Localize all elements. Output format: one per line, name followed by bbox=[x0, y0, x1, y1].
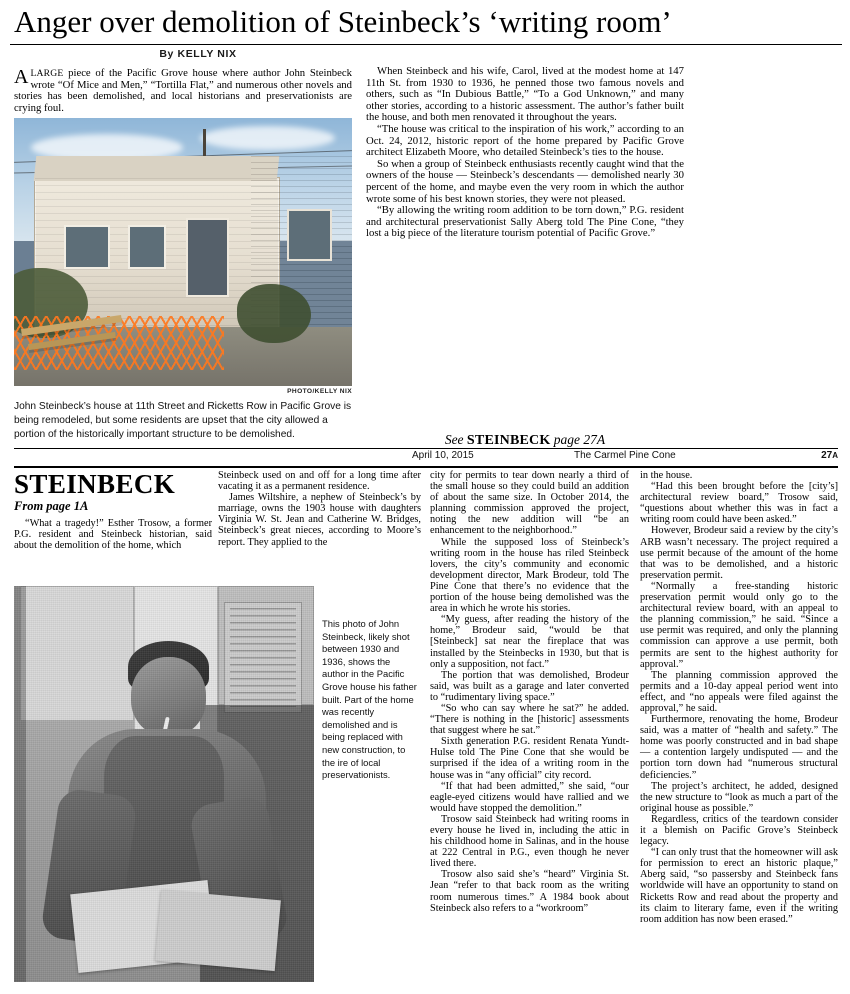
jump-c4-p4: “Normally a free-standing historic preservation permit would only go to the architectural review board, with an appeal to the planning commission,” he said. “Since a use permit was required, and only the planning commission can approve a use permit, both permits are sent to the highest authority for approval.” bbox=[640, 580, 838, 670]
jump-c3-p4: The portion that was demolished, Brodeur said, was built as a garage and later converted to “rudimentary living space.” bbox=[430, 669, 629, 703]
jump-c3-p5: “So who can say where he sat?” he added. “There is nothing in the [historic] assessments that suggest where he sat.” bbox=[430, 702, 629, 737]
photo-window bbox=[128, 225, 166, 269]
article-photo-house bbox=[14, 118, 352, 386]
lead-column-2 bbox=[366, 66, 684, 240]
lead-column-1 bbox=[14, 68, 352, 114]
byline: By KELLY NIX bbox=[159, 48, 237, 60]
lead-paragraph-4: So when a group of Steinbeck enthusiasts recently caught wind that the owners of the house — Steinbeck’s descendants — demolished nearly 30 percent of the home, and maybe even the very room in which the author wrote some of his best known stories, they were not pleased. bbox=[366, 157, 684, 205]
drop-cap: A bbox=[14, 66, 29, 88]
photo-caption-steinbeck-portrait: This photo of John Steinbeck, likely shot between 1930 and 1936, shows the author in the Pacific Grove house his father built. Part of the home was recently demolished and is being replaced with new construction, to the ire of local preservationists. bbox=[322, 618, 417, 781]
jump-line[interactable] bbox=[366, 432, 684, 449]
folio-page-number: 27A bbox=[821, 450, 838, 461]
jump-c4-p1: in the house. bbox=[640, 470, 693, 481]
folio bbox=[366, 450, 838, 464]
jump-line-see: See bbox=[444, 432, 467, 447]
jump-c1-p1: “What a tragedy!” Esther Trosow, a former P.G. resident and Steinbeck historian, said about the demolition of the home, which bbox=[14, 518, 212, 552]
page-title: Anger over demolition of Steinbeck’s ‘writing room’ bbox=[14, 4, 672, 39]
lead-paragraph-1-text: piece of the Pacific Grove house where author John Steinbeck wrote “Of Mice and Men,” “Tortilla Flat,” and numerous other novels and stories has been demolished, and local historians and preservationists are crying foul. bbox=[14, 67, 352, 114]
lead-paragraph-3: “The house was critical to the inspiration of his work,” according to an Oct. 24, 2012, historic report of the home prepared by Pacific Grove architect Elizabeth Moore, who detailed Steinbeck’s ties to the house. bbox=[366, 122, 684, 159]
jump-c4-p6: Furthermore, renovating the home, Brodeur said, was a matter of “health and safety.” The home was poorly constructed and in bad shape — a contention largely undisputed — and the portion torn down had “numerous structural deficiencies.” bbox=[640, 714, 838, 781]
jump-subhead: From page 1A bbox=[14, 499, 89, 513]
lead-paragraph-1 bbox=[14, 68, 352, 114]
jump-column-4 bbox=[640, 470, 838, 925]
jump-column-1 bbox=[14, 518, 212, 551]
folio-rule-top bbox=[14, 448, 838, 449]
jump-c4-p3: However, Brodeur said a review by the city’s ARB wasn’t necessary. The project required a use permit because of the amount of the home that was to be demolished, and a historic preservation permit. bbox=[640, 525, 838, 581]
jump-line-label: STEINBECK bbox=[466, 433, 551, 448]
jump-c3-p3: “My guess, after reading the history of the home,” Brodeur said, “would be that [Steinbeck] sat near the fireplace that was installed by the Steinbecks in 1930, but that is only a supposition, not fact.” bbox=[430, 614, 629, 670]
lead-paragraph-2: When Steinbeck and his wife, Carol, lived at the modest home at 147 11th St. from 1930 to 1936, he penned those two famous novels and others, such as “In Dubious Battle,” “To a God Unknown,” and many other stories, according to a historic assessment. The author’s father built the house, and both men renovated it throughout the years. bbox=[366, 65, 684, 124]
article-photo-steinbeck-portrait bbox=[14, 586, 314, 982]
jump-c4-p2: “Had this been brought before the [city’s] architectural review board,” Trosow said, “questions about whether this was in fact a writing room could have been asked.” bbox=[640, 481, 838, 526]
jump-c3-p6: Sixth generation P.G. resident Renata Yundt-Hulse told The Pine Cone that she would be surprised if the idea of a writing room in the house was in “any official” city record. bbox=[430, 736, 629, 781]
jump-c3-p1: city for permits to tear down nearly a third of the small house so they could build an addition of about the same size. In October 2014, the planning commission approved the project, noting the new addition will “be an enhancement to the neighborhood.” bbox=[430, 470, 629, 537]
jump-column-3 bbox=[430, 470, 629, 914]
photo-cloud bbox=[200, 126, 335, 150]
jump-c4-p7: The project’s architect, he added, designed the new structure to “look as much a part of the original house as possible.” bbox=[640, 780, 838, 814]
jump-c3-p8: Trosow said Steinbeck had writing rooms in every house he lived in, including the attic in his childhood home in Salinas, and in the house at 222 Central in P.G., even though he never lived there. bbox=[430, 813, 629, 870]
folio-page-letter: A bbox=[832, 451, 838, 460]
jump-c2-p1: Steinbeck used on and off for a long time after vacating it as a permanent residence. bbox=[218, 470, 421, 493]
folio-publication: The Carmel Pine Cone bbox=[574, 450, 676, 461]
photo-shrub bbox=[237, 284, 311, 343]
jump-c4-p8: Regardless, critics of the teardown consider it a blemish on Pacific Grove’s Steinbeck legacy. bbox=[640, 813, 838, 848]
jump-c4-p9: “I can only trust that the homeowner will ask for permission to erect an historic plaque,” Aberg said, “so passersby and Steinbeck fans worldwide will have an opportunity to stand on Ricketts Row and read about the property and its claim to literary fame, even if the writing room addition has now been erased.” bbox=[640, 847, 838, 925]
lead-paragraph-5: “By allowing the writing room addition to be torn down,” P.G. resident and architectural preservationist Sally Aberg told The Pine Cone, “they lost a big piece of the literature tourism potential of Pacific Grove.” bbox=[366, 204, 684, 240]
jump-c3-p9: Trosow also said she’s “heard” Virginia St. Jean “refer to that back room as the writing room numerous times.” A 1984 book about Steinbeck also refers to a “workroom” bbox=[430, 869, 629, 914]
portrait-grain bbox=[14, 586, 314, 982]
photo-caption-house: John Steinbeck’s house at 11th Street and Ricketts Row in Pacific Grove is being remodeled, but some residents are upset that the city allowed a portion of the historically important structure to be demolished. bbox=[14, 401, 352, 440]
jump-line-page: page 27A bbox=[550, 432, 606, 447]
jump-column-2 bbox=[218, 470, 421, 548]
folio-date: April 10, 2015 bbox=[412, 450, 474, 461]
jump-c2-p2: James Wiltshire, a nephew of Steinbeck’s by marriage, owns the 1903 house with daughters Virginia W. St. Jean and Catherine W. Bridges, Steinbeck’s great nieces, according to Moore’s report. They applied to the bbox=[218, 492, 421, 548]
jump-c4-p5: The planning commission approved the permits and a 10-day appeal period went into effect, and “no appeals were filed against the approval,” he said. bbox=[640, 669, 838, 714]
jump-headline: STEINBECK bbox=[14, 469, 176, 499]
lead-smallcaps: LARGE bbox=[30, 68, 64, 79]
folio-rule-bottom bbox=[14, 466, 838, 468]
photo-window bbox=[287, 209, 332, 261]
jump-c3-p2: While the supposed loss of Steinbeck’s writing room in the house has riled Steinbeck lovers, the city’s community and economic development director, Mark Brodeur, told The Pine Cone that there’s no evidence that the portion of the house being demolished was the area in which he wrote his stories. bbox=[430, 536, 629, 615]
photo-window bbox=[64, 225, 109, 269]
photo-door bbox=[186, 218, 229, 297]
jump-c3-p7: “If that had been admitted,” she said, “our eagle-eyed citizens would have rallied and we would have stopped the demolition.” bbox=[430, 780, 629, 814]
photo-credit: PHOTO/KELLY NIX bbox=[287, 388, 352, 395]
headline-rule bbox=[10, 44, 842, 45]
